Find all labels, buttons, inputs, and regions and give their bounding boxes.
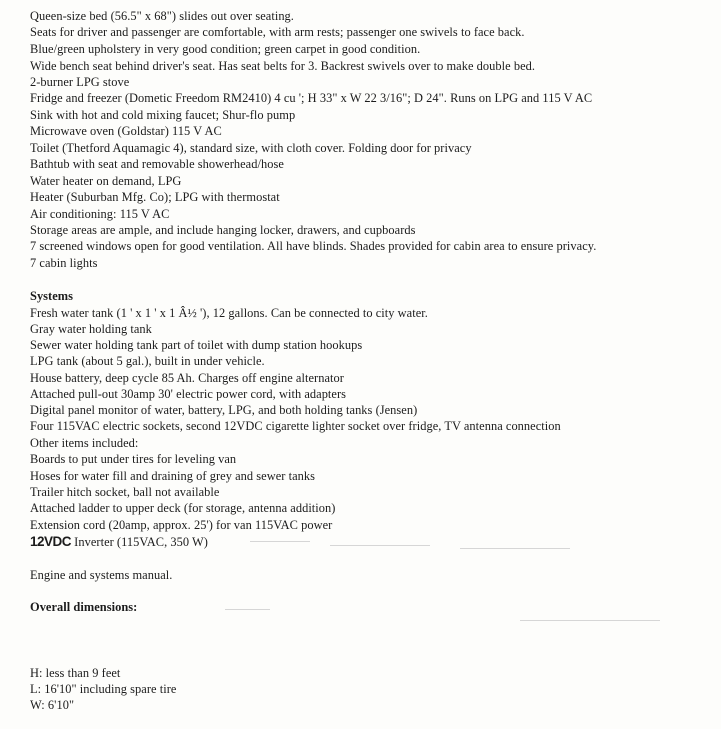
systems-line: Digital panel monitor of water, battery, LPG, and both holding tanks (Jensen) [30, 403, 418, 417]
systems-line: Hoses for water fill and draining of grey and sewer tanks [30, 469, 315, 483]
handwritten-annotation: 12VDC [30, 534, 72, 549]
dimension-line: L: 16'10" including spare tire [30, 682, 177, 696]
inverter-text: Inverter (115VAC, 350 W) [71, 535, 208, 549]
systems-line: Four 115VAC electric sockets, second 12VDC cigarette lighter socket over fridge, TV antenna connection [30, 419, 561, 433]
systems-line: Sewer water holding tank part of toilet with dump station hookups [30, 338, 363, 352]
feature-line: Water heater on demand, LPG [30, 174, 182, 188]
systems-line: Gray water holding tank [30, 322, 152, 336]
dimensions-heading: Overall dimensions: [30, 600, 138, 614]
scan-artifact [225, 609, 270, 610]
scan-artifact [250, 541, 310, 542]
feature-line: Heater (Suburban Mfg. Co); LPG with thermostat [30, 190, 280, 204]
feature-line: 2-burner LPG stove [30, 75, 130, 89]
scan-artifact [330, 545, 430, 546]
feature-line: Toilet (Thetford Aquamagic 4), standard size, with cloth cover. Folding door for privacy [30, 141, 472, 155]
feature-line: Blue/green upholstery in very good condition; green carpet in good condition. [30, 42, 421, 56]
systems-line: LPG tank (about 5 gal.), built in under vehicle. [30, 354, 265, 368]
feature-line: Fridge and freezer (Dometic Freedom RM2410) 4 cu '; H 33" x W 22 3/16"; D 24". Runs on LPG and 115 V AC [30, 91, 593, 105]
systems-line: House battery, deep cycle 85 Ah. Charges off engine alternator [30, 371, 344, 385]
feature-line: Microwave oven (Goldstar) 115 V AC [30, 124, 222, 138]
systems-line: Boards to put under tires for leveling van [30, 452, 237, 466]
scan-artifact [520, 620, 660, 621]
manual-line: Engine and systems manual. [30, 568, 173, 582]
dimension-line: H: less than 9 feet [30, 666, 121, 680]
feature-line: Sink with hot and cold mixing faucet; Shur-flo pump [30, 108, 296, 122]
inverter-line [30, 534, 208, 550]
systems-line: Attached pull-out 30amp 30' electric power cord, with adapters [30, 387, 347, 401]
systems-line: Extension cord (20amp, approx. 25') for van 115VAC power [30, 518, 333, 532]
systems-heading: Systems [30, 289, 74, 303]
dimension-line: W: 6'10" [30, 698, 75, 712]
systems-line: Trailer hitch socket, ball not available [30, 485, 220, 499]
feature-line: Air conditioning: 115 V AC [30, 207, 170, 221]
feature-line: Wide bench seat behind driver's seat. Has seat belts for 3. Backrest swivels over to make double bed. [30, 59, 536, 73]
feature-line: Storage areas are ample, and include hanging locker, drawers, and cupboards [30, 223, 416, 237]
feature-line: 7 screened windows open for good ventilation. All have blinds. Shades provided for cabin area to ensure privacy. [30, 239, 597, 253]
feature-line: Queen-size bed (56.5" x 68") slides out over seating. [30, 9, 294, 23]
feature-line: Seats for driver and passenger are comfortable, with arm rests; passenger one swivels to face back. [30, 25, 525, 39]
feature-line: Bathtub with seat and removable showerhead/hose [30, 157, 284, 171]
systems-line: Other items included: [30, 436, 139, 450]
feature-line: 7 cabin lights [30, 256, 98, 270]
scan-artifact [460, 548, 570, 549]
systems-line: Attached ladder to upper deck (for storage, antenna addition) [30, 501, 336, 515]
systems-line: Fresh water tank (1 ' x 1 ' x 1 Â½ '), 12 gallons. Can be connected to city water. [30, 306, 428, 320]
